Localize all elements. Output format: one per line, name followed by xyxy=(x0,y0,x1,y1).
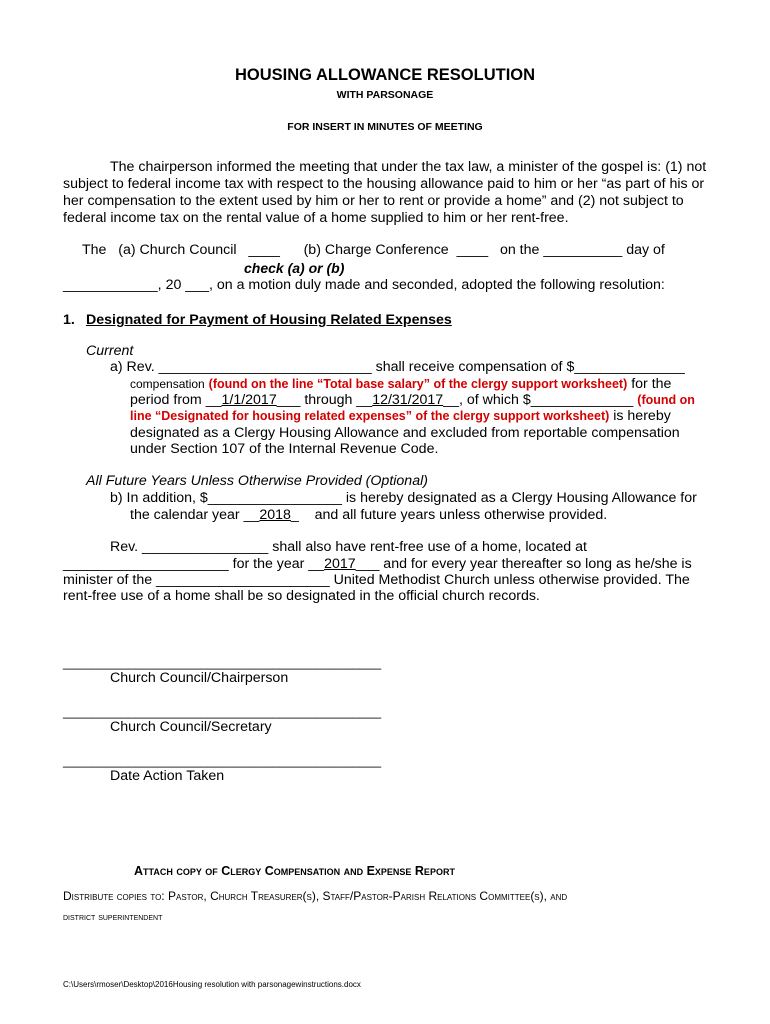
intro-line-3: her compensation to the extent used by him or her to rent or provide a home” and (2) not subject to xyxy=(63,193,684,209)
signature-line-secretary[interactable]: ____________________________________________ xyxy=(63,704,382,719)
signature-label-chairperson: Church Council/Chairperson xyxy=(110,670,289,686)
section-heading: Designated for Payment of Housing Related Expenses xyxy=(86,312,452,328)
check-note: check (a) or (b) xyxy=(244,260,345,276)
item-a-line-6: under Section 107 of the Internal Revenue Code. xyxy=(130,441,439,457)
current-label: Current xyxy=(86,343,134,359)
period-from-date: 1/1/2017 xyxy=(221,392,277,408)
rent-free-line-4: rent-free use of a home shall be so designated in the official church records. xyxy=(63,588,540,604)
rent-free-line-2 xyxy=(63,556,692,572)
future-years-label: All Future Years Unless Otherwise Provided (Optional) xyxy=(86,473,428,489)
calendar-year-suffix: _ and all future years unless otherwise provided. xyxy=(290,507,608,523)
item-a-line-3 xyxy=(130,392,695,408)
meeting-line-1: The (a) Church Council ____ (b) Charge Conference ____ on the __________ day of xyxy=(82,242,665,258)
rent-free-year: 2017 xyxy=(324,556,356,572)
calendar-year-label: the calendar year __ xyxy=(130,507,260,523)
item-a-line-4 xyxy=(130,408,671,424)
compensation-word: compensation xyxy=(130,377,205,391)
meeting-line-2: ____________, 20 ___, on a motion duly made and seconded, adopted the following resolution: xyxy=(63,277,665,293)
file-path: C:\Users\rmoser\Desktop\2016Housing resolution with parsonagewinstructions.docx xyxy=(63,980,361,989)
through-label: ___ through __ xyxy=(276,392,373,408)
intro-line-1: The chairperson informed the meeting that under the tax law, a minister of the gospel is: (1) not xyxy=(110,159,707,175)
item-b-line-2 xyxy=(130,507,607,523)
rent-free-line-3: minister of the ______________________ United Methodist Church unless otherwise provided. The xyxy=(63,572,690,588)
for-the-text: for the xyxy=(631,376,672,392)
page-subtitle: WITH PARSONAGE xyxy=(336,89,434,101)
found-note-housing: line “Designated for housing related expenses” of the clergy support worksheet) xyxy=(130,409,610,423)
rent-free-line-1: Rev. ________________ shall also have rent-free use of a home, located at xyxy=(110,539,587,555)
page-title: HOUSING ALLOWANCE RESOLUTION xyxy=(234,66,536,84)
distribute-line-1: Distribute copies to: Pastor, Church Treasurer(s), Staff/Pastor-Parish Relations Committee(s), and xyxy=(63,889,568,903)
period-from-label: period from __ xyxy=(130,392,222,408)
is-hereby-text: is hereby xyxy=(613,408,671,424)
signature-label-secretary: Church Council/Secretary xyxy=(110,719,272,735)
rent-free-line-2-end: ___ and for every year thereafter so long as he/she is xyxy=(355,556,692,572)
intro-line-2: subject to federal income tax with respect to the housing allowance paid to him or her “as part of his or xyxy=(63,176,705,192)
location-blank: _____________________ for the year __ xyxy=(63,556,325,572)
signature-label-date: Date Action Taken xyxy=(110,768,225,784)
item-b-line-1: b) In addition, $_________________ is hereby designated as a Clergy Housing Allowance for xyxy=(110,490,697,506)
insert-note: FOR INSERT IN MINUTES OF MEETING xyxy=(287,121,483,133)
calendar-year-value: 2018 xyxy=(259,507,291,523)
of-which-label: __, of which $_____________ xyxy=(443,392,634,408)
item-a-line-1: a) Rev. ___________________________ shall receive compensation of $______________ xyxy=(110,359,685,375)
item-a-line-5: designated as a Clergy Housing Allowance and excluded from reportable compensation xyxy=(130,425,680,441)
attach-note: Attach copy of Clergy Compensation and Expense Report xyxy=(134,864,455,878)
signature-line-date[interactable]: ____________________________________________ xyxy=(63,753,382,768)
item-a-line-2 xyxy=(130,376,671,392)
found-on-note: (found on xyxy=(637,393,695,407)
signature-line-chairperson[interactable]: ____________________________________________ xyxy=(63,655,382,670)
section-number: 1. xyxy=(63,312,75,328)
period-to-date: 12/31/2017 xyxy=(372,392,444,408)
distribute-line-2: district superintendent xyxy=(63,911,163,923)
found-note-salary: (found on the line “Total base salary” of the clergy support worksheet) xyxy=(208,377,628,391)
intro-line-4: federal income tax on the rental value of a home supplied to him or her rent-free. xyxy=(63,210,569,226)
